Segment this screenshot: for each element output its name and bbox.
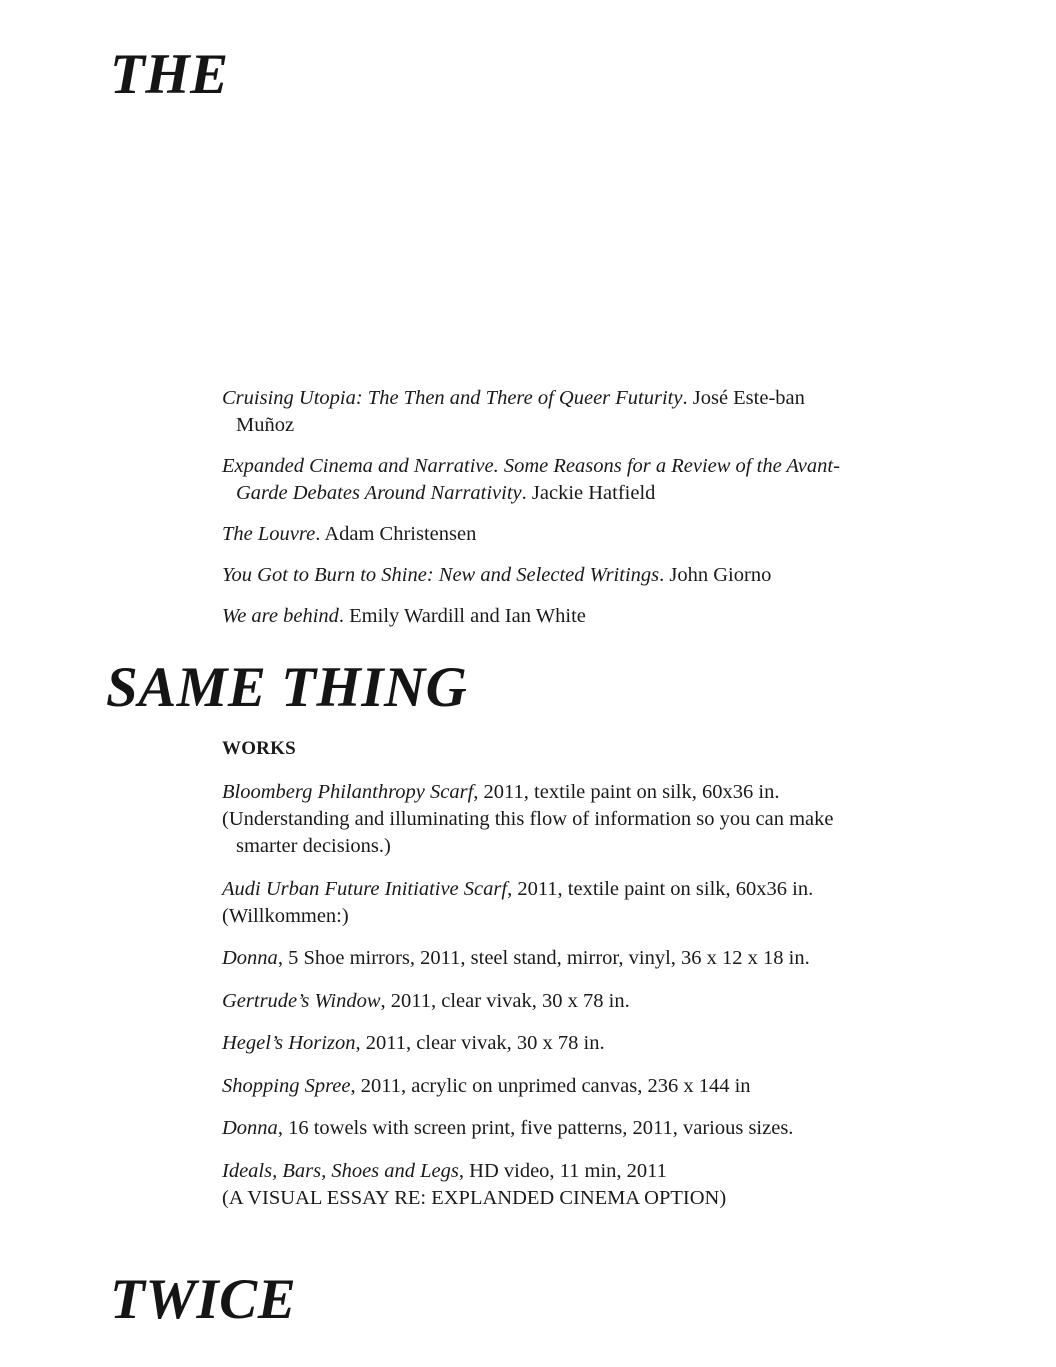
book-title: Expanded Cinema and Narrative. Some Reasons for a Review of the Avant-Garde Debates Around Narrativity — [222, 455, 840, 504]
work-details: , 2011, clear vivak, 30 x 78 in. — [380, 989, 630, 1012]
work-title: Hegel’s Horizon — [222, 1032, 356, 1054]
book-title: You Got to Burn to Shine: New and Selected Writings — [222, 564, 660, 586]
work-details: , 2011, textile paint on silk, 60x36 in. — [507, 877, 814, 900]
book-title: We are behind — [222, 605, 339, 627]
reading-list-item — [222, 521, 862, 548]
book-author: Jackie Hatfield — [526, 482, 656, 504]
work-item — [222, 779, 862, 860]
heading-twice: TWICE — [110, 1268, 297, 1331]
reading-list-item — [222, 453, 862, 507]
work-title: Gertrude’s Window — [222, 989, 381, 1012]
book-title: Cruising Utopia: The Then and There of Queer Futurity — [222, 387, 683, 409]
work-title: Donna — [222, 947, 278, 969]
book-author: Adam Christensen — [320, 523, 477, 545]
work-title: Ideals, Bars, Shoes and Legs — [222, 1159, 459, 1182]
work-note: (A VISUAL ESSAY RE: EXPLANDED CINEMA OPTION) — [222, 1186, 727, 1209]
works-list — [222, 779, 862, 1227]
book-title: The Louvre — [222, 523, 316, 545]
title-punctuation: . — [521, 482, 527, 504]
heading-same-thing: SAME THING — [106, 656, 468, 719]
book-author: Emily Wardill and Ian White — [344, 605, 586, 627]
work-title: Shopping Spree — [222, 1074, 351, 1097]
work-item — [222, 1073, 862, 1100]
reading-list — [222, 385, 862, 644]
title-punctuation: . — [682, 387, 688, 409]
work-item — [222, 1158, 862, 1212]
work-item — [222, 945, 862, 972]
work-details: , 16 towels with screen print, five patterns, 2011, various sizes. — [277, 1117, 794, 1139]
work-details: , 2011, clear vivak, 30 x 78 in. — [355, 1032, 605, 1054]
reading-list-item — [222, 562, 862, 589]
book-author: John Giorno — [664, 564, 772, 586]
work-details: , HD video, 11 min, 2011 — [458, 1159, 667, 1182]
work-item — [222, 876, 862, 930]
work-details: , 2011, acrylic on unprimed canvas, 236 x 144 in — [350, 1074, 751, 1097]
works-section-label: WORKS — [222, 738, 296, 759]
reading-list-item — [222, 385, 862, 439]
work-details: , 5 Shoe mirrors, 2011, steel stand, mirror, vinyl, 36 x 12 x 18 in. — [277, 947, 810, 969]
work-item — [222, 988, 862, 1015]
work-title: Donna — [222, 1117, 278, 1139]
work-title: Audi Urban Future Initiative Scarf — [222, 877, 508, 900]
title-punctuation: . — [659, 564, 665, 586]
work-note: (Willkommen:) — [222, 904, 349, 927]
title-punctuation: . — [338, 605, 345, 627]
book-author: José Este-ban Muñoz — [236, 387, 805, 436]
work-note: (Understanding and illuminating this flow of information so you can make smarter decisions.) — [222, 808, 834, 857]
work-item — [222, 1030, 862, 1057]
heading-the: THE — [110, 43, 229, 106]
title-punctuation: . — [315, 523, 321, 545]
work-item — [222, 1115, 862, 1142]
work-title: Bloomberg Philanthropy Scarf — [222, 781, 474, 803]
work-details: , 2011, textile paint on silk, 60x36 in. — [473, 781, 780, 803]
reading-list-item — [222, 603, 862, 630]
